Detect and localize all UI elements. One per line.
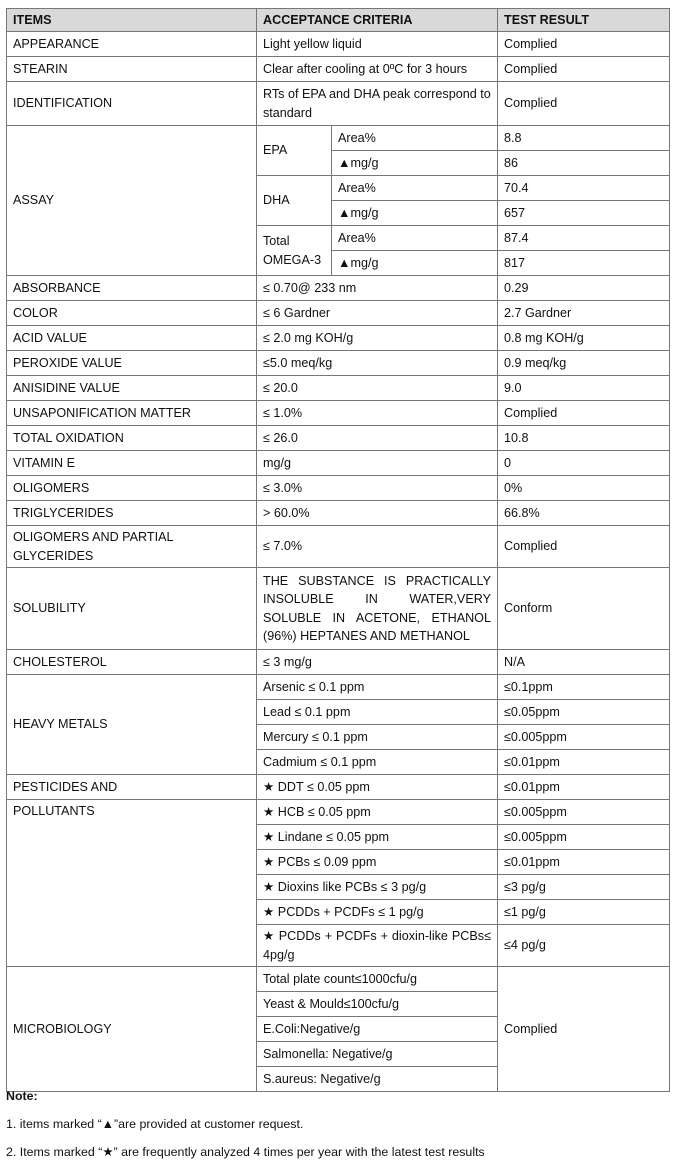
item-name: OLIGOMERS [7,476,257,501]
result: N/A [498,650,670,675]
result: 70.4 [498,176,670,201]
item-name: SOLUBILITY [7,568,257,650]
criteria: ≤ 7.0% [257,526,498,568]
assay-component: Total OMEGA-3 [257,226,332,276]
criteria: Area% [332,176,498,201]
table-row [7,326,670,351]
criteria: ≤ 0.70@ 233 nm [257,276,498,301]
note-line-2: 2. Items marked “★” are frequently analyzed 4 times per year with the latest test results [6,1145,485,1159]
item-name: IDENTIFICATION [7,82,257,126]
item-name: UNSAPONIFICATION MATTER [7,401,257,426]
criteria: ≤ 1.0% [257,401,498,426]
criteria: Area% [332,226,498,251]
criteria: S.aureus: Negative/g [257,1067,498,1092]
result: ≤0.005ppm [498,725,670,750]
header-items: ITEMS [7,9,257,32]
criteria: ≤ 3 mg/g [257,650,498,675]
criteria: Lead ≤ 0.1 ppm [257,700,498,725]
criteria: ≤ 20.0 [257,376,498,401]
criteria: E.Coli:Negative/g [257,1017,498,1042]
result: ≤0.1ppm [498,675,670,700]
spec-table [6,8,670,1092]
table-row [7,32,670,57]
criteria: ≤ 26.0 [257,426,498,451]
result: ≤0.01ppm [498,850,670,875]
item-name: TRIGLYCERIDES [7,501,257,526]
result: 0% [498,476,670,501]
criteria: ≤5.0 meq/kg [257,351,498,376]
result: Complied [498,57,670,82]
result: ≤4 pg/g [498,925,670,967]
result: 2.7 Gardner [498,301,670,326]
result: ≤0.005ppm [498,825,670,850]
table-row [7,568,670,650]
item-name: CHOLESTEROL [7,650,257,675]
header-criteria: ACCEPTANCE CRITERIA [257,9,498,32]
result: ≤3 pg/g [498,875,670,900]
criteria: ≤ 6 Gardner [257,301,498,326]
table-row [7,376,670,401]
header-result: TEST RESULT [498,9,670,32]
criteria: ▲mg/g [332,151,498,176]
result: 9.0 [498,376,670,401]
item-name: MICROBIOLOGY [7,967,257,1092]
table-row [7,57,670,82]
criteria: Cadmium ≤ 0.1 ppm [257,750,498,775]
table-row [7,276,670,301]
result: 817 [498,251,670,276]
criteria: Mercury ≤ 0.1 ppm [257,725,498,750]
table-row [7,526,670,568]
table-row [7,967,670,992]
item-name: POLLUTANTS [7,800,257,967]
item-name: PESTICIDES AND [7,775,257,800]
result: ≤1 pg/g [498,900,670,925]
result: ≤0.01ppm [498,775,670,800]
criteria: mg/g [257,451,498,476]
criteria: Yeast & Mould≤100cfu/g [257,992,498,1017]
item-name: PEROXIDE VALUE [7,351,257,376]
assay-component: EPA [257,126,332,176]
criteria: ★ Lindane ≤ 0.05 ppm [257,825,498,850]
table-row [7,401,670,426]
criteria: RTs of EPA and DHA peak correspond to standard [257,82,498,126]
criteria: Clear after cooling at 0ºC for 3 hours [257,57,498,82]
table-row [7,426,670,451]
criteria: ★ Dioxins like PCBs ≤ 3 pg/g [257,875,498,900]
table-header [7,9,670,32]
criteria: Arsenic ≤ 0.1 ppm [257,675,498,700]
table-row [7,126,670,151]
criteria: > 60.0% [257,501,498,526]
criteria: Salmonella: Negative/g [257,1042,498,1067]
item-name: ANISIDINE VALUE [7,376,257,401]
result: 10.8 [498,426,670,451]
result: 86 [498,151,670,176]
criteria: ▲mg/g [332,251,498,276]
table-row [7,800,670,825]
result: 0.8 mg KOH/g [498,326,670,351]
table-row [7,476,670,501]
criteria: THE SUBSTANCE IS PRACTICALLY INSOLUBLE IN WATER,VERY SOLUBLE IN ACETONE, ETHANOL (96%) HEPTANES AND METHANOL [257,568,498,650]
result: 657 [498,201,670,226]
table-row [7,675,670,700]
result: 66.8% [498,501,670,526]
result: ≤0.01ppm [498,750,670,775]
criteria: ★ PCDDs + PCDFs ≤ 1 pg/g [257,900,498,925]
item-name: ASSAY [7,126,257,276]
result: Complied [498,526,670,568]
result: Complied [498,401,670,426]
table-row [7,451,670,476]
criteria: Light yellow liquid [257,32,498,57]
notes-title: Note: [6,1089,38,1103]
result: 0.29 [498,276,670,301]
criteria: ★ DDT ≤ 0.05 ppm [257,775,498,800]
criteria: ★ PCBs ≤ 0.09 ppm [257,850,498,875]
criteria: ▲mg/g [332,201,498,226]
result: 87.4 [498,226,670,251]
result: Complied [498,32,670,57]
result: Conform [498,568,670,650]
criteria: ★ PCDDs + PCDFs + dioxin-like PCBs≤ 4pg/g [257,925,498,967]
criteria: ★ HCB ≤ 0.05 ppm [257,800,498,825]
criteria: ≤ 3.0% [257,476,498,501]
item-name: OLIGOMERS AND PARTIAL GLYCERIDES [7,526,257,568]
result: 8.8 [498,126,670,151]
result: 0.9 meq/kg [498,351,670,376]
item-name: COLOR [7,301,257,326]
item-name: STEARIN [7,57,257,82]
criteria: ≤ 2.0 mg KOH/g [257,326,498,351]
item-name: TOTAL OXIDATION [7,426,257,451]
criteria: Area% [332,126,498,151]
table-row [7,351,670,376]
note-line-1: 1. items marked “▲”are provided at customer request. [6,1117,304,1131]
result: ≤0.05ppm [498,700,670,725]
table-row [7,501,670,526]
item-name: APPEARANCE [7,32,257,57]
table-row [7,82,670,126]
table-row [7,650,670,675]
item-name: VITAMIN E [7,451,257,476]
table-row [7,775,670,800]
criteria: Total plate count≤1000cfu/g [257,967,498,992]
notes-section [6,1082,666,1166]
assay-component: DHA [257,176,332,226]
item-name: ABSORBANCE [7,276,257,301]
item-name: ACID VALUE [7,326,257,351]
result: 0 [498,451,670,476]
result: Complied [498,82,670,126]
item-name: HEAVY METALS [7,675,257,775]
result: Complied [498,967,670,1092]
result: ≤0.005ppm [498,800,670,825]
table-row [7,301,670,326]
